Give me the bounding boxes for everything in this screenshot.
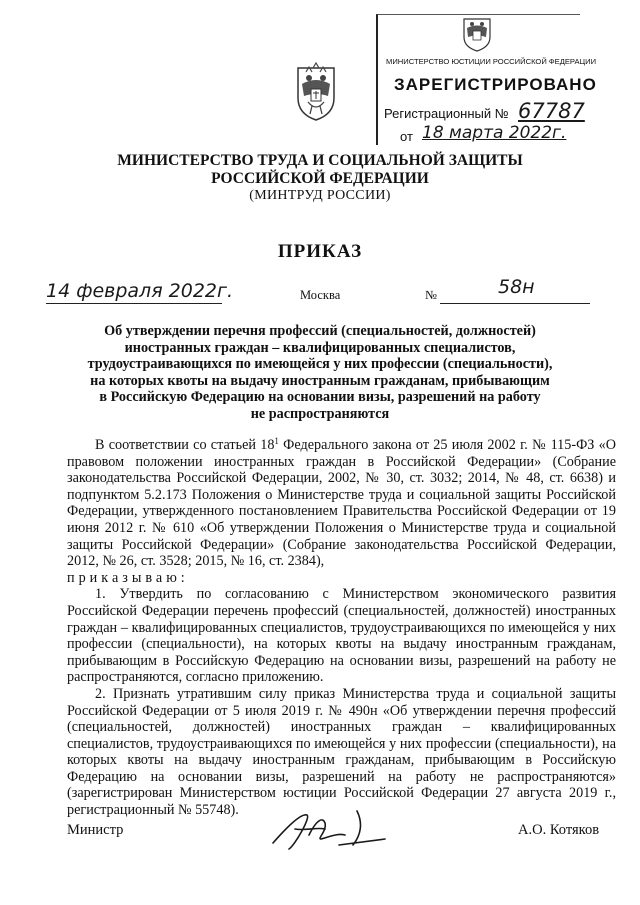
order-date: 14 февраля 2022г. [46,280,234,302]
article-superscript: 1 [274,436,279,446]
order-heading [70,323,570,423]
order-word: приказываю: [67,569,189,586]
stamp-date-prefix: от [400,129,413,144]
coat-of-arms-icon [290,62,342,122]
order-number-label: № [425,288,437,302]
stamp-date-value: 18 марта 2022г. [422,123,567,143]
ministry-name-line-2: РОССИЙСКОЙ ФЕДЕРАЦИИ [211,170,429,187]
heading-line: Об утверждении перечня профессий (специальностей, должностей) [104,323,536,339]
order-number-value: 58н [498,276,535,298]
ministry-name-line-1: МИНИСТЕРСТВО ТРУДА И СОЦИАЛЬНОЙ ЗАЩИТЫ [117,152,523,169]
stamp-number-value: 67787 [518,99,585,123]
number-underline [440,303,590,304]
stamp-status: ЗАРЕГИСТРИРОВАНО [394,75,597,94]
order-word-paragraph [67,570,616,587]
clause-2-paragraph: 2. Признать утратившим силу приказ Министерства труда и социальной защиты Российской Федерации от 5 июля 2019 г. № 490н «Об утверждении перечня профессий (специальностей, должностей) иностранных граждан – квалифицированных специалистов, трудоустраивающихся по имеющейся у них профессии (специальности), на которых квоты на выдачу иностранным гражданам, прибывающим в Российскую Федерацию на основании визы, разрешений на работу не распространяются» (зарегистрирован Министерством юстиции Российской Федерации 27 августа 2019 г., регистрационный № 55748). [67,685,616,819]
clause-1-paragraph: 1. Утвердить по согласованию с Министерством экономического развития Российской Федерации перечень профессий (специальностей, должностей) иностранных граждан – квалифицированных специалистов, трудоустраивающихся по имеющейся у них профессии (специальности), на которых квоты на выдачу иностранным гражданам, прибывающим в Российскую Федерацию на основании визы, разрешений на работу не распространяются, согласно приложению. [67,586,616,686]
handwritten-signature [265,805,395,855]
coat-of-arms-small-icon [458,15,496,53]
signatory-name: А.О. Котяков [518,822,600,838]
ministry-short-name: (МИНТРУД РОССИИ) [249,188,391,203]
order-city: Москва [300,288,341,302]
heading-line: в Российскую Федерацию на основании визы, разрешений на работу [99,389,541,406]
preamble-text-end: Федерального закона от 25 июля 2002 г. № 115-ФЗ «О правовом положении иностранных граждан в Российской Федерации» (Собрание законодательства Российской Федерации, 2002, № 30, ст. 3032; 2014, № 48, ст. 6638) и подпунктом 5.2.173 Положения о Министерстве труда и социальной защиты Российской Федерации, утвержденного постановлением Правительства Российской Федерации от 19 июня 2012 г. № 610 «Об утверждении Положения о Министерстве труда и социальной защиты Российской Федерации» (Собрание законодательства Российской Федерации, 2012, № 26, ст. 3528; 2015, № 16, ст. 2384), [67,437,617,570]
heading-line: иностранных граждан – квалифицированных специалистов, [124,339,516,356]
preamble-text-start: В соответствии со статьей 18 [95,437,275,453]
stamp-number-label: Регистрационный № [384,106,509,121]
order-body [67,437,616,819]
date-underline [46,303,222,304]
heading-line: не распространяются [250,405,390,422]
registration-stamp [376,14,597,145]
heading-line: на которых квоты на выдачу иностранным гражданам, прибывающим [90,372,550,389]
document-type: ПРИКАЗ [277,241,363,262]
heading-line: трудоустраивающихся по имеющейся у них профессии (специальности), [87,356,553,373]
preamble-paragraph [67,437,616,570]
stamp-ministry: МИНИСТЕРСТВО ЮСТИЦИИ РОССИЙСКОЙ ФЕДЕРАЦИИ [386,57,597,66]
signatory-position: Министр [67,822,124,838]
